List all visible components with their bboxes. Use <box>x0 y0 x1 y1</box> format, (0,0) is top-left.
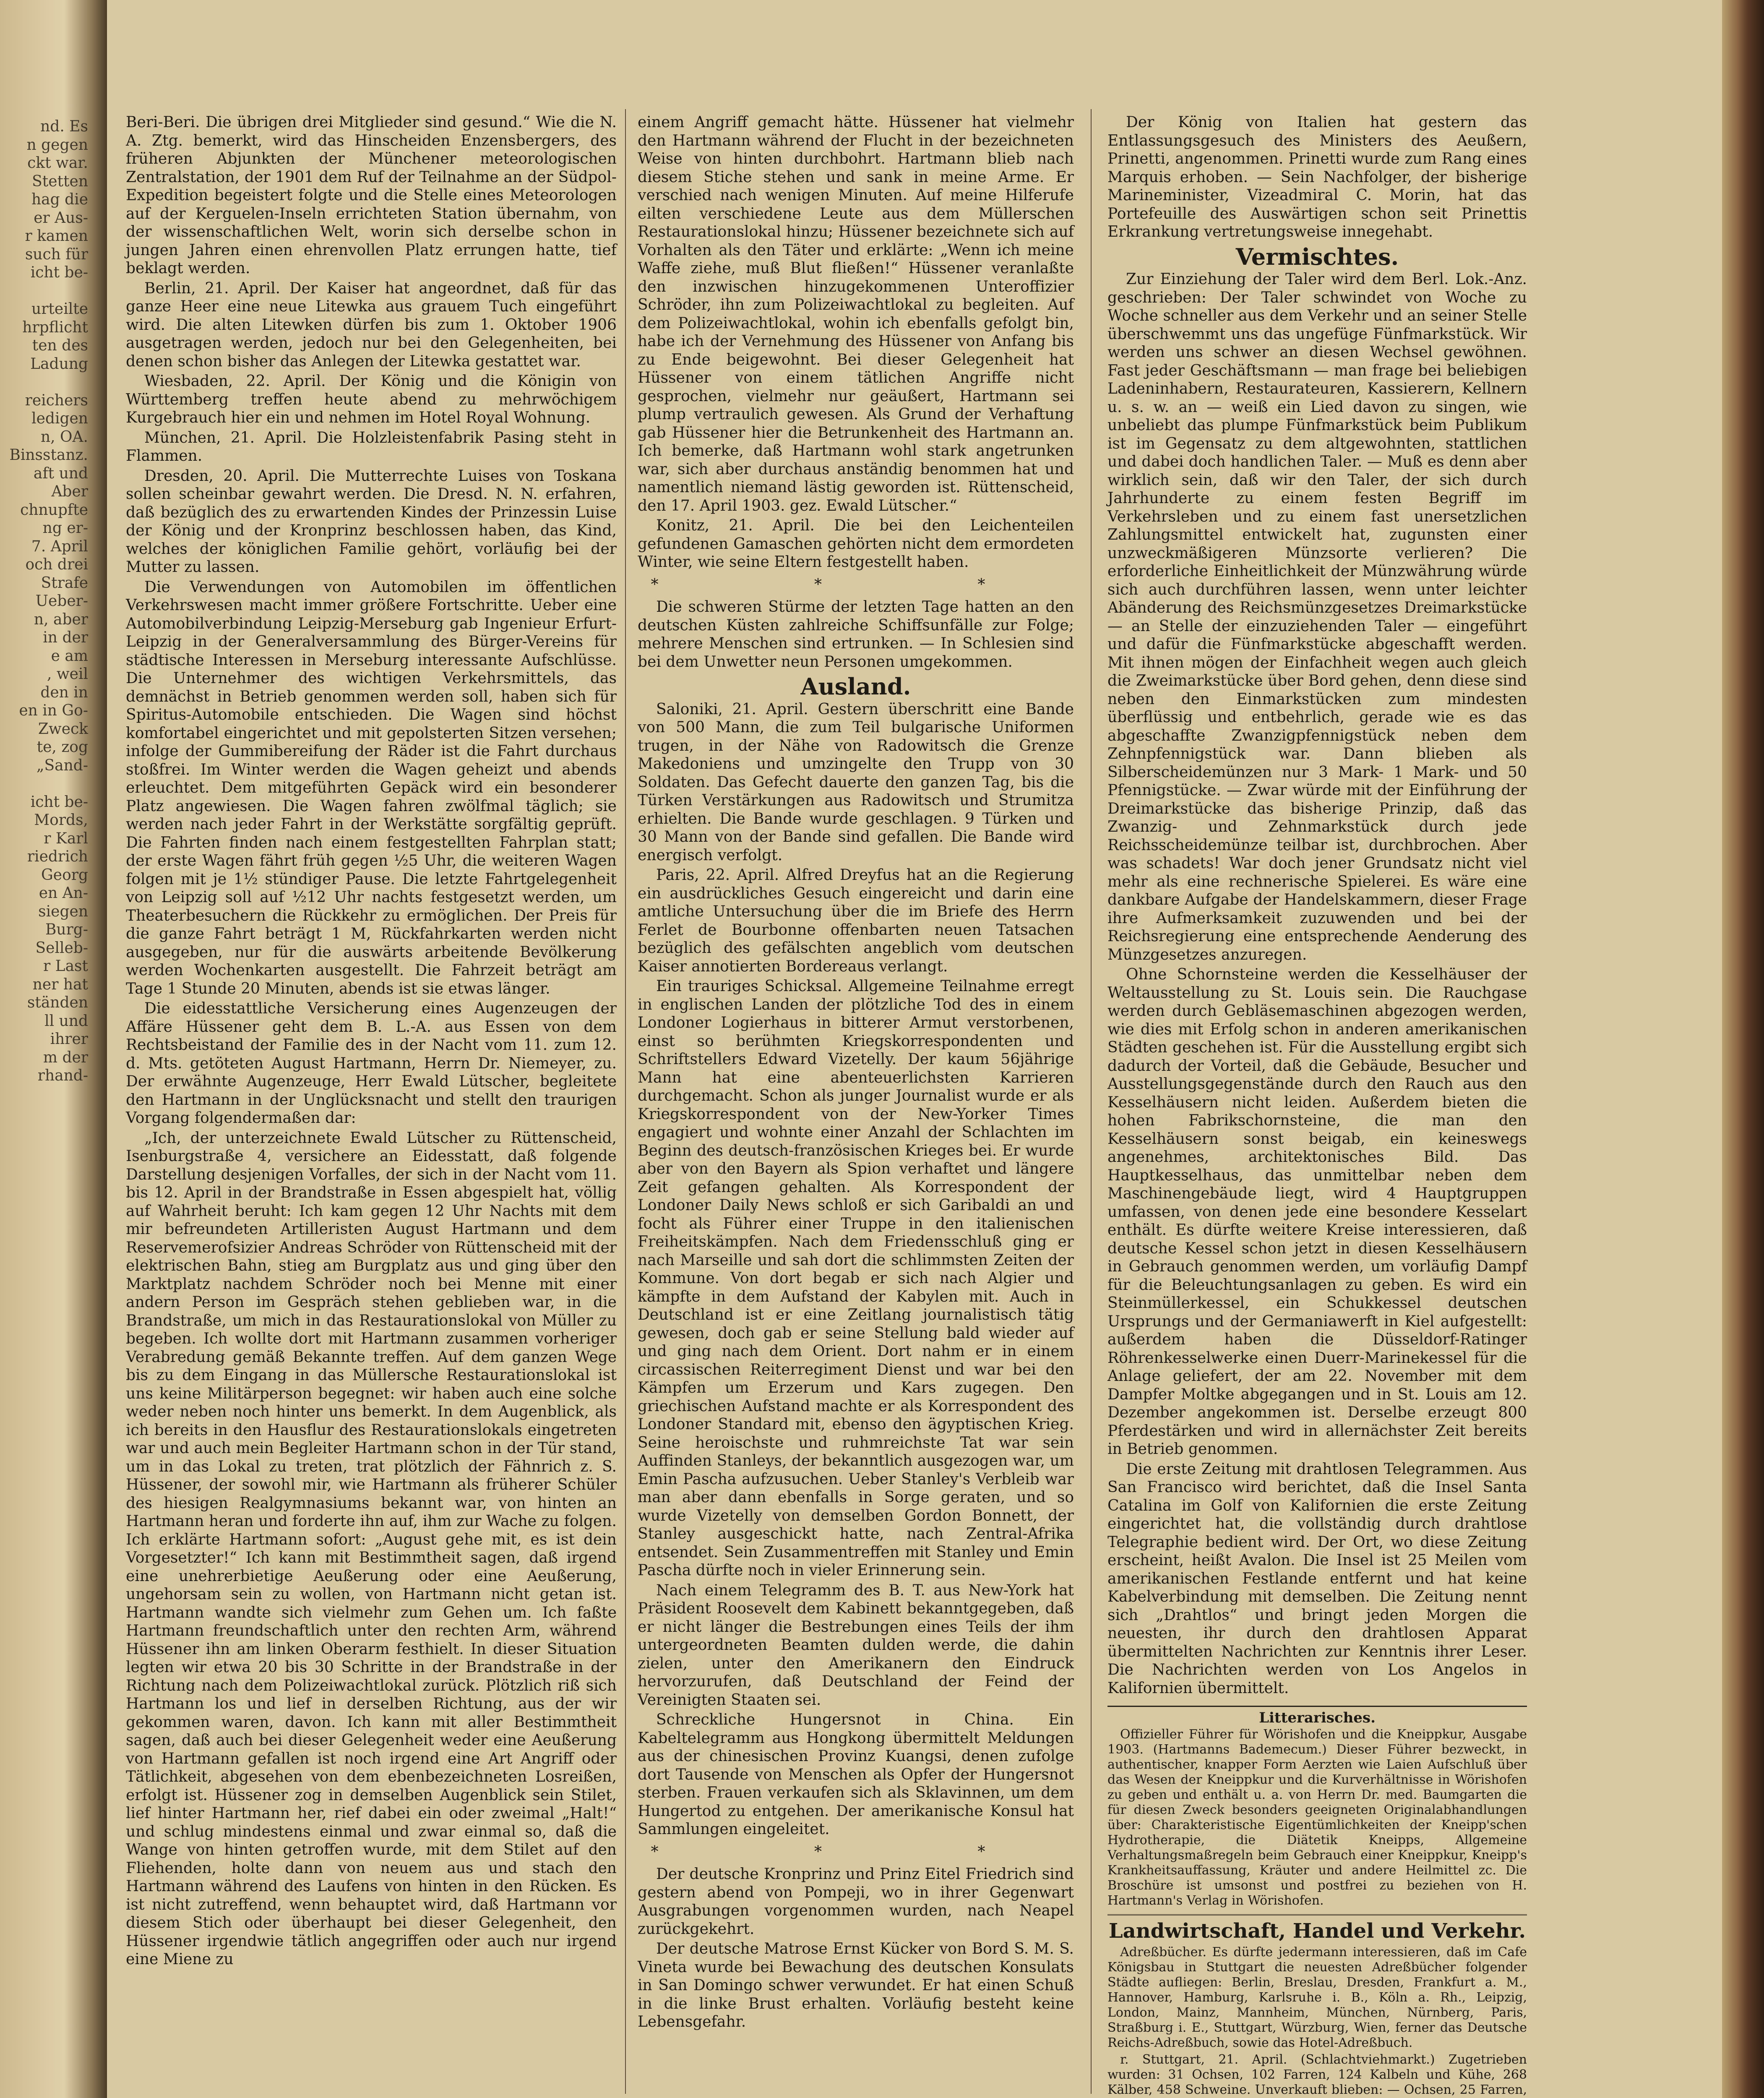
facing-page-edge <box>0 0 107 2098</box>
section-separator: * * * <box>651 1843 1061 1861</box>
article-paragraph: München, 21. April. Die Holzleistenfabrik Pasing steht in Flammen. <box>126 429 617 464</box>
article-paragraph: Dresden, 20. April. Die Mutterrechte Luises von Toskana sollen scheinbar gewahrt werden. Die Dresd. N. N. erfahren, daß bezüglich des zu erwartenden Kindes der Prinzessin Luise der König und der Kronprinz beschlossen haben, das Kind, welches der königlichen Familie gehört, vorläufig bei der Mutter zu lassen. <box>126 467 617 576</box>
article-paragraph: Der König von Italien hat gestern das Entlassungsgesuch des Ministers des Aeußern, Prinetti, angenommen. Prinetti wurde zum Rang eines Marquis erhoben. — Sein Nachfolger, der bisherige Marineminister, Vizeadmiral C. Morin, hat das Portefeuille des Auswärtigen schon seit Prinettis Erkrankung vertretungsweise innegehabt. <box>1107 114 1527 240</box>
literature-text: Offizieller Führer für Wörishofen und die Kneippkur, Ausgabe 1903. (Hartmanns Bademecum.) Dieser Führer bezweckt, in authentischer, knapper Form Aerzten wie Laien Aufschluß über das Wesen der Kneippkur und die Kurverhältnisse in Wörishofen zu geben und enthält u. a. von Herrn Dr. med. Baumgarten die für diesen Zweck besonders geeigneten Originalabhandlungen über: Charakteristische Eigentümlichkeiten der Kneipp'schen Hydrotherapie, die Diätetik Kneipps, Allgemeine Verhaltungsmaßregeln beim Gebrauch einer Kneippkur, Kneipp's Krankheitsauffassung, Kräuter und andere Heilmittel zc. Die Broschüre ist umsonst und postfrei zu beziehen von H. Hartmann's Verlag in Wörishofen. <box>1107 1727 1527 1908</box>
section-heading: Landwirtschaft, Handel und Verkehr. <box>1108 1919 1526 1943</box>
article-paragraph: Der deutsche Matrose Ernst Kücker von Bord S. M. S. Vineta wurde bei Bewachung des deutschen Konsulats in San Domingo schwer verwundet. Er hat einen Schuß in die linke Brust erhalten. Vorläufig besteht keine Lebensgefahr. <box>638 1940 1074 2030</box>
article-paragraph: einem Angriff gemacht hätte. Hüssener hat vielmehr den Hartmann während der Flucht in der bezeichneten Weise von hinten durchbohrt. Hartmann blieb nach diesem Stiche stehen und sank in meine Arme. Er verschied nach wenigen Minuten. Auf meine Hilferufe eilten verschiedene Leute aus dem Müllerschen Restaurationslokal hinzu; Hüssener bezeichnete sich auf Vorhalten als den Täter und erklärte: „Wenn ich meine Waffe ziehe, muß Blut fließen!“ Hüssener veranlaßte den inzwischen hinzugekommenen Unteroffizier Schröder, ihn zum Polizeiwachtlokal zu begleiten. Auf dem Polizeiwachtlokal, wohin ich ebenfalls gefolgt bin, habe ich der Vernehmung des Hüssener von Anfang bis zu Ende beigewohnt. Bei dieser Gelegenheit hat Hüssener von einem tätlichen Angriffe nicht gesprochen, vielmehr nur geäußert, Hartmann sei plump vertraulich gewesen. Als Grund der Verhaftung gab Hüssener hier die Betrunkenheit des Hartmann an. Ich bemerke, daß Hartmann wohl stark angetrunken war, sich aber durchaus anständig benommen hat und namentlich niemand lästig geworden ist. Rüttenscheid, den 17. April 1903. gez. Ewald Lütscher.“ <box>638 114 1074 514</box>
section-heading: Vermischtes. <box>1235 243 1399 270</box>
column-2 <box>638 113 1074 2033</box>
article-paragraph: Berlin, 21. April. Der Kaiser hat angeordnet, daß für das ganze Heer eine neue Litewka aus grauem Tuch eingeführt wird. Die alten Litewken dürfen bis zum 1. Oktober 1906 ausgetragen werden, jedoch nur bei den Gelegenheiten, bei denen schon bisher das Anlegen der Litewka gestattet war. <box>126 279 617 370</box>
commerce-section <box>1107 1945 1527 2098</box>
article-paragraph: Zur Einziehung der Taler wird dem Berl. Lok.-Anz. geschrieben: Der Taler schwindet von Woche zu Woche schneller aus dem Verkehr und an seiner Stelle überschwemmt uns das ungefüge Fünfmarkstück. Wir werden uns schwer an diesen Wechsel gewöhnen. Fast jeder Geschäftsmann — man frage bei beliebigen Ladeninhabern, Restaurateuren, Kassierern, Kellnern u. s. w. an — weiß ein Lied davon zu singen, wie unbeliebt das plumpe Fünfmarkstück beim Publikum ist im Gegensatz zu dem altgewohnten, stattlichen und dabei doch handlichen Taler. — Muß es denn aber wirklich sein, daß wir den Taler, der sich durch Jahrhunderte zu einem festen Begriff im Verkehrsleben und zu einem fast unersetzlichen Zahlungsmittel entwickelt hat, zugunsten einer unzweckmäßigeren Münzsorte verlieren? Die erforderliche Einheitlichkeit der Münzwährung würde sich auch durchführen lassen, wenn unter leichter Abänderung des Reichsmünzgesetzes Dreimarkstücke — an Stelle der einzuziehenden Taler — eingeführt und dafür die Fünfmarkstücke abgeschafft werden. Mit ihnen mögen der Einfachheit wegen auch gleich die Zweimarkstücke über Bord gehen, denn diese sind neben den Einmarkstücken zum mindesten überflüssig und entbehrlich, gerade wie es das abgeschaffte Zwanzigpfennigstück neben dem Zehnpfennigstück war. Dann blieben als Silberscheidemünzen nur 3 Mark- 1 Mark- und 50 Pfennigstücke. — Zwar würde mit der Einführung der Dreimarkstücke das bisherige Prinzip, daß das Zwanzig- und Zehnmarkstück durch jede Reichsscheidemünze teilbar ist, durchbrochen. Aber was schadets! War doch jener Grundsatz nicht viel mehr als eine rechnerische Spielerei. Es wäre eine dankbare Aufgabe der Handelskammern, dieser Frage ihre Aufmerksamkeit zuzuwenden und bei der Reichsregierung eine entsprechende Aenderung des Münzgesetzes anzuregen. <box>1107 271 1527 963</box>
article-paragraph: Ein trauriges Schicksal. Allgemeine Teilnahme erregt in englischen Landen der plötzliche Tod des in einem Londoner Logierhaus in bitterer Armut verstorbenen, einst so berühmten Kriegskorrespondenten und Schriftstellers Edward Vizetelly. Der kaum 56jährige Mann hat eine abenteuerlichsten Karrieren durchgemacht. Schon als junger Journalist wurde er als Kriegskorrespondent von der New-Yorker Times engagiert und wohnte einer Anzahl der Schlachten im Beginn des deutsch-französischen Krieges bei. Er wurde aber von den Bayern als Spion verhaftet und längere Zeit gefangen gehalten. Als Korrespondent der Londoner Daily News schloß er sich Garibaldi an und focht als Führer einer Truppe in den italienischen Freiheitskämpfen. Nach dem Friedensschluß ging er nach Marseille und sah dort die schlimmsten Zeiten der Kommune. Von dort begab er sich nach Algier und kämpfte in dem Aufstand der Kabylen mit. Auch in Deutschland ist er eine Zeitlang journalistisch tätig gewesen, doch gab er seine Stellung bald wieder auf und ging nach dem Orient. Dort nahm er in einem circassischen Reiterregiment Dienst und war bei den Kämpfen um Erzerum und Kars zugegen. Den griechischen Aufstand machte er als Korrespondent des Londoner Standard mit, ebenso den ägyptischen Krieg. Seine heroischste und ruhmreichste Tat war sein Auffinden Stanleys, der bekanntlich ausgezogen war, um Emin Pascha aufzusuchen. Ueber Stanley's Verbleib war man aber dann ebenfalls in Sorge geraten, und so wurde Vizetelly von demselben Gordon Bonnett, der Stanley ausgeschickt hatte, nach Zentral-Afrika entsendet. Sein Zusammentreffen mit Stanley und Emin Pascha dürfte noch in vieler Erinnerung sein. <box>638 978 1074 1579</box>
divider <box>1107 1914 1527 1915</box>
article-paragraph: Die eidesstattliche Versicherung eines Augenzeugen der Affäre Hüssener geht dem B. L.-A. aus Essen von dem Rechtsbeistand der Familie des in der Nacht vom 11. zum 12. d. Mts. getöteten August Hartmann, Herrn Dr. Niemeyer, zu. Der erwähnte Augenzeuge, Herr Ewald Lütscher, begleitete den Hartmann in der Unglücksnacht und stellt den traurigen Vorgang folgendermaßen dar: <box>126 1000 617 1127</box>
article-paragraph: Nach einem Telegramm des B. T. aus New-York hat Präsident Roosevelt dem Kabinett bekanntgegeben, daß er nicht länger die Bestrebungen eines Teils der ihm untergeordneten Beamten dulden werde, die dahin zielen, unter den Amerikanern den Eindruck hervorzurufen, daß Deutschland der Feind der Vereinigten Staaten sei. <box>638 1581 1074 1709</box>
column-rule <box>1091 109 1092 2094</box>
article-paragraph: Die Verwendungen von Automobilen im öffentlichen Verkehrswesen macht immer größere Fortschritte. Ueber eine Automobilverbindung Leipzig-Merseburg gab Ingenieur Erfurt-Leipzig in der Generalversammlung des Bürger-Vereins für städtische Interessen in Merseburg interessante Aufschlüsse. Die Unternehmer des wichtigen Verkehrsmittels, das demnächst in Betrieb genommen werden soll, haben sich für Spiritus-Automobile entschieden. Die Wagen sind höchst komfortabel eingerichtet und mit gepolsterten Sitzen versehen; infolge der Gummibereifung der Räder ist die Fahrt durchaus stoßfrei. Im Winter werden die Wagen geheizt und abends erleuchtet. Dem mitgeführten Gepäck wird ein besonderer Platz angewiesen. Die Wagen fahren zwölfmal täglich; sie werden nach jeder Fahrt in der Werkstätte sorgfältig geprüft. Die Fahrten finden nach einem festgestellten Fahrplan statt; der erste Wagen fährt früh gegen ½5 Uhr, die weiteren Wagen folgen mit je 1½ stündiger Pause. Die letzte Fahrtgelegenheit von Leipzig soll auf ½12 Uhr nachts festgesetzt werden, um Theaterbesuchern die Rückkehr zu ermöglichen. Der Preis für die ganze Fahrt beträgt 1 M, Rückfahrkarten werden nicht ausgegeben, nur für die auswärts arbeitende Bevölkerung werden Wochenkarten ausgestellt. Die Fahrzeit beträgt am Tage 1 Stunde 20 Minuten, abends ist sie etwas länger. <box>126 578 617 997</box>
column-rule <box>625 109 626 2094</box>
article-paragraph: Paris, 22. April. Alfred Dreyfus hat an die Regierung ein ausdrückliches Gesuch eingereicht und darin eine amtliche Untersuchung über die im Briefe des Herrn Ferlet de Bourbonne offenbarten neuen Tatsachen bezüglich des gefälschten angeblich vom deutschen Kaiser annotierten Bordereaus verlangt. <box>638 866 1074 975</box>
literature-heading: Litterarisches. <box>1259 1709 1376 1726</box>
article-paragraph: Der deutsche Kronprinz und Prinz Eitel Friedrich sind gestern abend von Pompeji, wo in ihrer Gegenwart Ausgrabungen vorgenommen wurden, nach Neapel zurückgekehrt. <box>638 1866 1074 1938</box>
article-paragraph: Wiesbaden, 22. April. Der König und die Königin von Württemberg treffen heute abend zu mehrwöchigem Kurgebrauch hier ein und nehmen im Hotel Royal Wohnung. <box>126 373 617 426</box>
book-edge <box>1722 0 1764 2098</box>
article-paragraph: Die erste Zeitung mit drahtlosen Telegrammen. Aus San Francisco wird berichtet, daß die Insel Santa Catalina im Golf von Kalifornien die erste Zeitung eingerichtet hat, die vollständig durch drahtlose Telegraphie bedient wird. Der Ort, wo diese Zeitung erscheint, heißt Avalon. Die Insel ist 25 Meilen vom amerikanischen Festlande entfernt und hat keine Kabelverbindung mit demselben. Die Zeitung nennt sich „Drahtlos“ und bringt jeden Morgen die neuesten, ihr durch den drahtlosen Apparat übermittelten Nachrichten zur Kenntnis ihrer Leser. Die Nachrichten werden von Los Angelos in Kalifornien übermittelt. <box>1107 1460 1527 1697</box>
article-paragraph: Saloniki, 21. April. Gestern überschritt eine Bande von 500 Mann, die zum Teil bulgarische Uniformen trugen, in der Nähe von Radowitsch die Grenze Makedoniens und umzingelte den Trupp von 30 Soldaten. Das Gefecht dauerte den ganzen Tag, bis die Türken Verstärkungen aus Radowitsch und Strumitza erhielten. Die Bande wurde geschlagen. 9 Türken und 30 Mann von der Bande sind gefallen. Die Bande wird energisch verfolgt. <box>638 700 1074 864</box>
commerce-paragraph: r. Stuttgart, 21. April. (Schlachtviehmarkt.) Zugetrieben wurden: 31 Ochsen, 102 Farren, 124 Kalbeln und Kühe, 268 Kälber, 458 Schweine. Unverkauft blieben: — Ochsen, 25 Farren, <box>1107 2052 1527 2097</box>
column-3 <box>1107 113 1527 2098</box>
article-paragraph: Die schweren Stürme der letzten Tage hatten an den deutschen Küsten zahlreiche Schiffsunfälle zur Folge; mehrere Menschen sind ertrunken. — In Schlesien sind bei dem Unwetter neun Personen umgekommen. <box>638 598 1074 671</box>
facing-page-text: nd. Es n gegen ckt war. Stetten hag die er Aus- r kamen such für icht be- urteilte hrpflicht ten des Ladung reichers ledigen n, OA. Binsstanz. aft und Aber chnupfte ng er- 7. April och drei Strafe Ueber- n, aber in der e am , weil den in en in Go- Zweck te, zog „Sand- icht be- Mords, r Karl riedrich Georg en An- siegen Burg- Selleb- r Last ner hat ständen ll und ihrer m der rhand- <box>9 118 88 1084</box>
commerce-paragraph: Adreßbücher. Es dürfte jedermann interessieren, daß im Cafe Königsbau in Stuttgart die neuesten Adreßbücher folgender Städte aufliegen: Berlin, Breslau, Dresden, Frankfurt a. M., Hannover, Hamburg, Karlsruhe i. B., Köln a. Rh., Leipzig, London, Mainz, Mannheim, München, Nürnberg, Paris, Straßburg i. E., Stuttgart, Würzburg, Wien, ferner das Deutsche Reichs-Adreßbuch, sowie das Hotel-Adreßbuch. <box>1107 1944 1527 2050</box>
section-separator: * * * <box>651 576 1061 593</box>
article-paragraph: „Ich, der unterzeichnete Ewald Lütscher zu Rüttenscheid, Isenburgstraße 4, versichere an Eidesstatt, daß folgende Darstellung desjenigen Vorfalles, der sich in der Nacht vom 11. bis 12. April in der Brandstraße in Essen abgespielt hat, völlig auf Wahrheit beruht: Ich kam gegen 12 Uhr Nachts mit dem mir befreundeten Artilleristen August Hartmann und dem Reservemerofsizier Andreas Schröder von Rüttenscheid mit der elektrischen Bahn, stieg am Burgplatz aus und ging über den Marktplatz nachdem Schröder noch bei Menne mit einer andern Person im Gespräch stehen geblieben war, in die Brandstraße, um mich in das Restaurationslokal von Müller zu begeben. Ich wollte dort mit Hartmann zusammen vorheriger Verabredung gemäß Bekannte treffen. Auf dem ganzen Wege bis zu dem Eingang in das Müllersche Restaurationslokal ist uns keine Militärperson begegnet: wir haben auch eine solche weder neben noch hinter uns bemerkt. In dem Augenblick, als ich bereits in den Hausflur des Restaurationslokals eingetreten war und auch mein Begleiter Hartmann schon in der Tür stand, um in das Lokal zu treten, trat plötzlich der Fähnrich z. S. Hüssener, der sowohl mir, wie Hartmann als früherer Schüler des hiesigen Realgymnasiums bekannt war, von hinten an Hartmann heran und forderte ihn auf, ihm zur Wache zu folgen. Ich erklärte Hartmann sofort: „August gehe mit, es ist dein Vorgesetzter!“ Ich kann mit Bestimmtheit sagen, daß irgend eine unehrerbietige Aeußerung oder eine Aeußerung, ungehorsam sein zu wollen, von Hartmann nicht getan ist. Hartmann wandte sich vielmehr zum Gehen um. Ich faßte Hartmann freundschaftlich unter den rechten Arm, während Hüssener ihn am linken Oberarm festhielt. In dieser Situation legten wir etwa 20 bis 30 Schritte in der Brandstraße in der Richtung nach dem Polizeiwachtlokal zurück. Plötzlich riß sich Hartmann los und lief in derselben Richtung, aus der wir gekommen waren, davon. Ich kann mit aller Bestimmtheit sagen, daß auch bei dieser Gelegenheit weder eine Aeußerung von Hartmann gefallen ist noch irgend eine Art Angriff oder Tätlichkeit, abgesehen von dem ebenbezeichneten Losreißen, erfolgt ist. Hüssener zog in demselben Augenblick sein Stilet, lief hinter Hartmann her, rief dabei ein oder zweimal „Halt!“ und schlug mindestens einmal und zwar einmal so, daß die Wange von hinten getroffen wurde, mit dem Stilet auf den Fliehenden, holte dann von neuem aus und stach den Hartmann während des Laufens von hinten in den Rücken. Es ist nicht zutreffend, wenn behauptet wird, daß Hartmann vor diesem Stich oder überhaupt bei dieser Gelegenheit, den Hüssener irgendwie tätlich angegriffen oder auch nur irgend eine Miene zu <box>126 1129 617 1968</box>
article-paragraph: Ohne Schornsteine werden die Kesselhäuser der Weltausstellung zu St. Louis sein. Die Rauchgase werden durch Gebläsemaschinen abgezogen werden, wie dies mit Erfolg schon in anderen amerikanischen Städten geschehen ist. Für die Ausstellung ergibt sich dadurch der Vorteil, daß die Gebäude, Besucher und Ausstellungsgegenstände durch den Rauch aus den Kesselhäusern nicht leiden. Außerdem bieten die hohen Fabrikschornsteine, die man den Kesselhäusern sonst beigab, ein keineswegs angenehmes, architektonisches Bild. Das Hauptkesselhaus, das unmittelbar neben dem Maschinengebäude liegt, wird 4 Hauptgruppen umfassen, von denen jede eine besondere Kesselart enthält. Es dürfte weitere Kreise interessieren, daß deutsche Kessel schon jetzt in diesen Kesselhäusern in Gebrauch genommen werden, um vorläufig Dampf für die Beleuchtungsanlagen zu geben. Es wird ein Steinmüllerkessel, ein Schukkessel deutschen Ursprungs und der Germaniawerft in Kiel aufgestellt: außerdem haben die Düsseldorf-Ratinger Röhrenkesselwerke einen Duerr-Marinekessel für die Anlage geliefert, der am 22. November mit dem Dampfer Moltke abgegangen und in St. Louis am 12. Dezember angekommen ist. Derselbe erzeugt 800 Pferdestärken und wird in allernächster Zeit bereits in Betrieb genommen. <box>1107 966 1527 1458</box>
article-paragraph: Konitz, 21. April. Die bei den Leichenteilen gefundenen Gamaschen gehörten nicht dem ermordeten Winter, wie seine Eltern festgestellt haben. <box>638 517 1074 571</box>
article-paragraph: Schreckliche Hungersnot in China. Ein Kabeltelegramm aus Hongkong übermittelt Meldungen aus der chinesischen Provinz Kuangsi, denen zufolge dort Tausende von Menschen als Opfer der Hungersnot sterben. Frauen verkaufen sich als Sklavinnen, um dem Hungertod zu entgehen. Der amerikanische Konsul hat Sammlungen eingeleitet. <box>638 1711 1074 1838</box>
column-1 <box>126 113 617 1970</box>
literature-notice <box>1107 1706 1527 1908</box>
article-paragraph: Beri-Beri. Die übrigen drei Mitglieder sind gesund.“ Wie die N. A. Ztg. bemerkt, wird das Hinscheiden Enzensbergers, des früheren Abjunkten der Münchener meteorologischen Zentralstation, der 1901 dem Ruf der Teilnahme an der Südpol-Expedition begeistert folgte und die Stelle eines Meteorologen auf der Kerguelen-Inseln errichteten Station übernahm, von der wissenschaftlichen Welt, worin sich derselbe schon in jungen Jahren einen ehrenvollen Platz errungen hatte, tief beklagt werden. <box>126 114 617 277</box>
section-heading: Ausland. <box>800 673 911 700</box>
